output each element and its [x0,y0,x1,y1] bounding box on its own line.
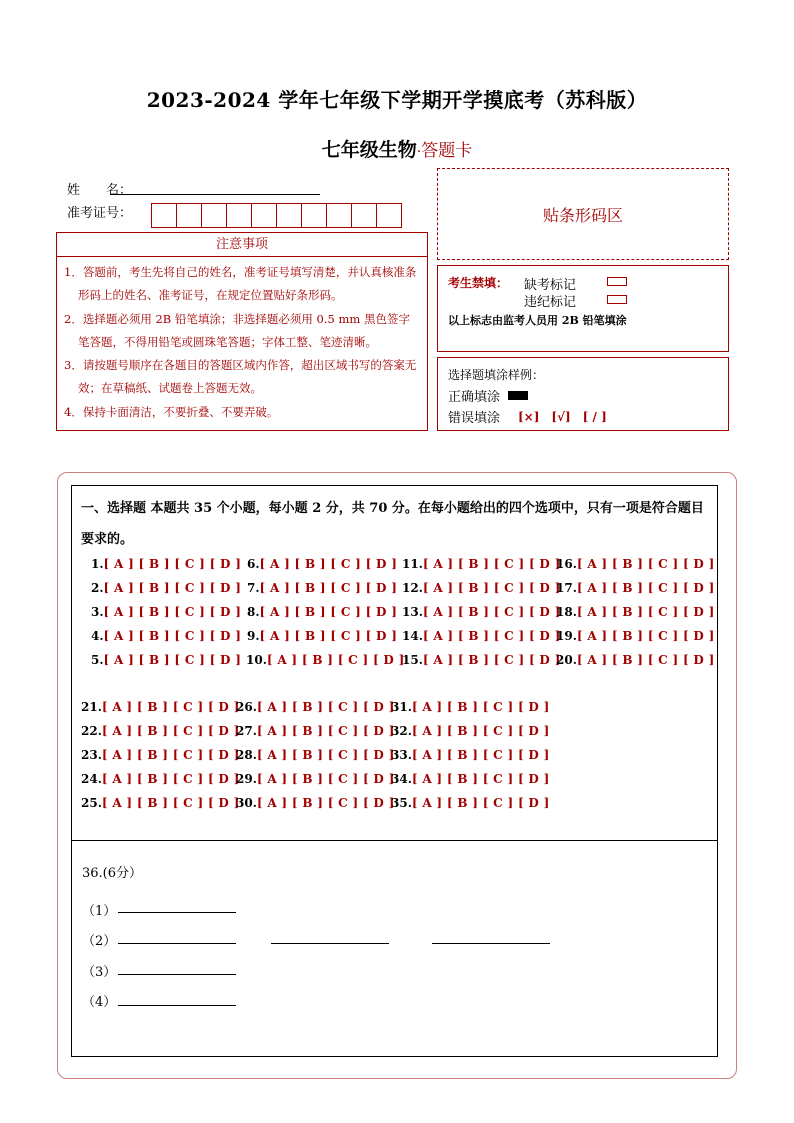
mc-options[interactable]: [ A ] [ B ] [ C ] [ D ] [411,772,550,786]
mc-options[interactable]: [ A ] [ B ] [ C ] [ D ] [576,581,715,595]
mc-options[interactable]: [ A ] [ B ] [ C ] [ D ] [101,700,240,714]
mc-options[interactable]: [ A ] [ B ] [ C ] [ D ] [256,772,395,786]
mc-options[interactable]: [ A ] [ B ] [ C ] [ D ] [101,748,240,762]
exam-id-boxes[interactable] [151,203,401,228]
wrong-fill-marks: [×] [√] [ / ] [518,410,607,424]
id-digit-box[interactable] [276,203,302,228]
mc-question-number: 10. [246,653,267,667]
mc-options[interactable]: [ A ] [ B ] [ C ] [ D ] [576,605,715,619]
mc-options[interactable]: [ A ] [ B ] [ C ] [ D ] [411,748,550,762]
mc-question [236,700,395,714]
wrong-fill-label: 错误填涂 [448,411,501,426]
q36-part-label: （2） [82,934,117,949]
mc-question [247,557,397,571]
barcode-area [437,168,729,260]
mc-question [391,796,550,810]
mc-question-number: 33. [391,748,412,762]
mc-options[interactable]: [ A ] [ B ] [ C ] [ D ] [256,748,395,762]
mc-question [81,724,240,738]
mc-options[interactable]: [ A ] [ B ] [ C ] [ D ] [411,700,550,714]
mc-question-number: 6. [247,557,260,571]
mc-question [391,748,550,762]
notice-item: 1．答题前，考生先将自己的姓名，准考证号填写清楚，并认真核准条形码上的姓名、准考证号，在规定位置贴好条形码。 [64,265,417,303]
mc-question [236,796,395,810]
mc-question-number: 35. [391,796,412,810]
mc-question-number: 16. [556,557,577,571]
mc-options[interactable]: [ A ] [ B ] [ C ] [ D ] [103,653,242,667]
mc-question-number: 14. [402,629,423,643]
notice-item: 3．请按题号顺序在各题目的答题区域内作答，超出区域书写的答案无效；在草稿纸、试题卷上答题无效。 [64,358,417,396]
forbid-note: 以上标志由监考人员用 2B 铅笔填涂 [448,314,627,327]
mc-question-number: 4. [91,629,104,643]
mc-options[interactable]: [ A ] [ B ] [ C ] [ D ] [259,581,398,595]
mc-options[interactable]: [ A ] [ B ] [ C ] [ D ] [422,581,561,595]
mc-question [81,748,240,762]
mc-question [236,748,395,762]
mc-question [556,629,715,643]
id-digit-box[interactable] [251,203,277,228]
mc-question [91,557,241,571]
mc-question [91,653,241,667]
q36-answer-line[interactable] [432,943,550,944]
page-subtitle [0,135,794,162]
mc-question-number: 20. [556,653,577,667]
mc-question-number: 5. [91,653,104,667]
q36-answer-line[interactable] [271,943,389,944]
mc-question-number: 22. [81,724,102,738]
mc-question-number: 28. [236,748,257,762]
mc-options[interactable]: [ A ] [ B ] [ C ] [ D ] [101,796,240,810]
mc-question-number: 30. [236,796,257,810]
mc-options[interactable]: [ A ] [ B ] [ C ] [ D ] [422,557,561,571]
section1-intro: 一、选择题 本题共 35 个小题，每小题 2 分，共 70 分。在每小题给出的四个选项中，只有一项是符合题目要求的。 [81,501,704,547]
forbid-label: 考生禁填： [448,276,509,290]
mc-options[interactable]: [ A ] [ B ] [ C ] [ D ] [103,557,242,571]
mc-question [402,581,561,595]
mc-question-number: 9. [247,629,260,643]
mc-question [81,796,240,810]
id-digit-box[interactable] [351,203,377,228]
mc-question-number: 17. [556,581,577,595]
mc-question-number: 32. [391,724,412,738]
name-field[interactable] [110,194,320,195]
mc-options[interactable]: [ A ] [ B ] [ C ] [ D ] [422,653,561,667]
id-digit-box[interactable] [226,203,252,228]
notice-item: 4．保持卡面清洁，不要折叠、不要弄破。 [64,404,279,419]
page-title: 2023-2024 学年七年级下学期开学摸底考（苏科版） [146,88,648,112]
mc-question [556,653,715,667]
absent-mark-box[interactable] [607,277,627,286]
mc-question [391,772,550,786]
mc-question-number: 12. [402,581,423,595]
mc-options[interactable]: [ A ] [ B ] [ C ] [ D ] [259,605,398,619]
mc-question [391,700,550,714]
q36-answer-line[interactable] [118,912,236,913]
mc-question-number: 19. [556,629,577,643]
answer-card-label: 答题卡 [421,141,473,161]
mc-question-number: 15. [402,653,423,667]
mc-question [247,605,397,619]
notice-title: 注意事项 [57,233,427,257]
q36-answer-line[interactable] [118,943,236,944]
mc-question [247,629,397,643]
mc-question-number: 21. [81,700,102,714]
mc-options[interactable]: [ A ] [ B ] [ C ] [ D ] [256,724,395,738]
section-divider [71,840,718,841]
mc-options[interactable]: [ A ] [ B ] [ C ] [ D ] [411,796,550,810]
mc-question [91,629,241,643]
barcode-label: 贴条形码区 [542,205,623,225]
exam-id-label: 准考证号： [67,206,133,221]
violation-mark-box[interactable] [607,295,627,304]
mc-question-number: 34. [391,772,412,786]
absent-mark-label: 缺考标记 [524,278,577,293]
q36-part-label: （4） [82,995,117,1010]
mc-question [556,581,715,595]
mc-options[interactable]: [ A ] [ B ] [ C ] [ D ] [576,629,715,643]
mc-question-number: 25. [81,796,102,810]
notice-item: 2．选择题必须用 2B 铅笔填涂；非选择题必须用 0.5 mm 黑色签字笔答题，不得用铅笔或圆珠笔答题；字体工整、笔迹清晰。 [64,311,410,349]
q36-answer-line[interactable] [118,1005,236,1006]
id-digit-box[interactable] [176,203,202,228]
mc-options[interactable]: [ A ] [ B ] [ C ] [ D ] [576,557,715,571]
mc-options[interactable]: [ A ] [ B ] [ C ] [ D ] [259,629,398,643]
mc-question-number: 27. [236,724,257,738]
mc-options[interactable]: [ A ] [ B ] [ C ] [ D ] [422,605,561,619]
id-digit-box[interactable] [151,203,177,228]
mc-question [247,581,397,595]
mc-question [402,629,561,643]
mc-question-number: 7. [247,581,260,595]
mc-question [81,772,240,786]
correct-fill-label: 正确填涂 [448,390,501,405]
q36-part-label: （3） [82,965,117,980]
mc-question [402,605,561,619]
subject-title: 七年级生物 [321,139,417,161]
id-digit-box[interactable] [301,203,327,228]
examinee-forbidden-box [437,265,729,352]
mc-question [236,772,395,786]
mc-question-number: 13. [402,605,423,619]
mc-options[interactable]: [ A ] [ B ] [ C ] [ D ] [103,629,242,643]
mc-question [91,581,241,595]
mc-options[interactable]: [ A ] [ B ] [ C ] [ D ] [411,724,550,738]
mc-question [556,605,715,619]
correct-fill-mark [508,391,528,400]
mc-question [91,605,241,619]
fill-sample-box [437,357,729,431]
mc-question [402,653,561,667]
mc-question-number: 26. [236,700,257,714]
mc-question [402,557,561,571]
mc-options[interactable]: [ A ] [ B ] [ C ] [ D ] [256,700,395,714]
mc-question-number: 8. [247,605,260,619]
id-digit-box[interactable] [326,203,352,228]
mc-options[interactable]: [ A ] [ B ] [ C ] [ D ] [256,796,395,810]
q36-part-label: （1） [82,904,117,919]
mc-question-number: 3. [91,605,104,619]
mc-question-number: 11. [402,557,423,571]
mc-options[interactable]: [ A ] [ B ] [ C ] [ D ] [576,653,715,667]
mc-options[interactable]: [ A ] [ B ] [ C ] [ D ] [101,724,240,738]
mc-options[interactable]: [ A ] [ B ] [ C ] [ D ] [103,581,242,595]
notice-box [56,232,428,431]
mc-question-number: 23. [81,748,102,762]
mc-options[interactable]: [ A ] [ B ] [ C ] [ D ] [259,557,398,571]
mc-question [246,653,405,667]
mc-options[interactable]: [ A ] [ B ] [ C ] [ D ] [266,653,405,667]
violation-mark-label: 违纪标记 [524,295,577,310]
mc-question-number: 24. [81,772,102,786]
subtitle-dot: · [416,144,422,160]
mc-question [391,724,550,738]
mc-question-number: 31. [391,700,412,714]
id-digit-box[interactable] [201,203,227,228]
mc-question-number: 18. [556,605,577,619]
sample-title: 选择题填涂样例： [448,368,545,382]
mc-options[interactable]: [ A ] [ B ] [ C ] [ D ] [101,772,240,786]
q36-title: 36.(6分） [82,866,143,881]
mc-question-number: 29. [236,772,257,786]
mc-question [236,724,395,738]
mc-options[interactable]: [ A ] [ B ] [ C ] [ D ] [422,629,561,643]
mc-question-number: 2. [91,581,104,595]
mc-options[interactable]: [ A ] [ B ] [ C ] [ D ] [103,605,242,619]
name-label: 姓 名： [67,183,133,198]
mc-question [81,700,240,714]
mc-question-number: 1. [91,557,104,571]
q36-answer-line[interactable] [118,974,236,975]
id-digit-box[interactable] [376,203,402,228]
mc-question [556,557,715,571]
